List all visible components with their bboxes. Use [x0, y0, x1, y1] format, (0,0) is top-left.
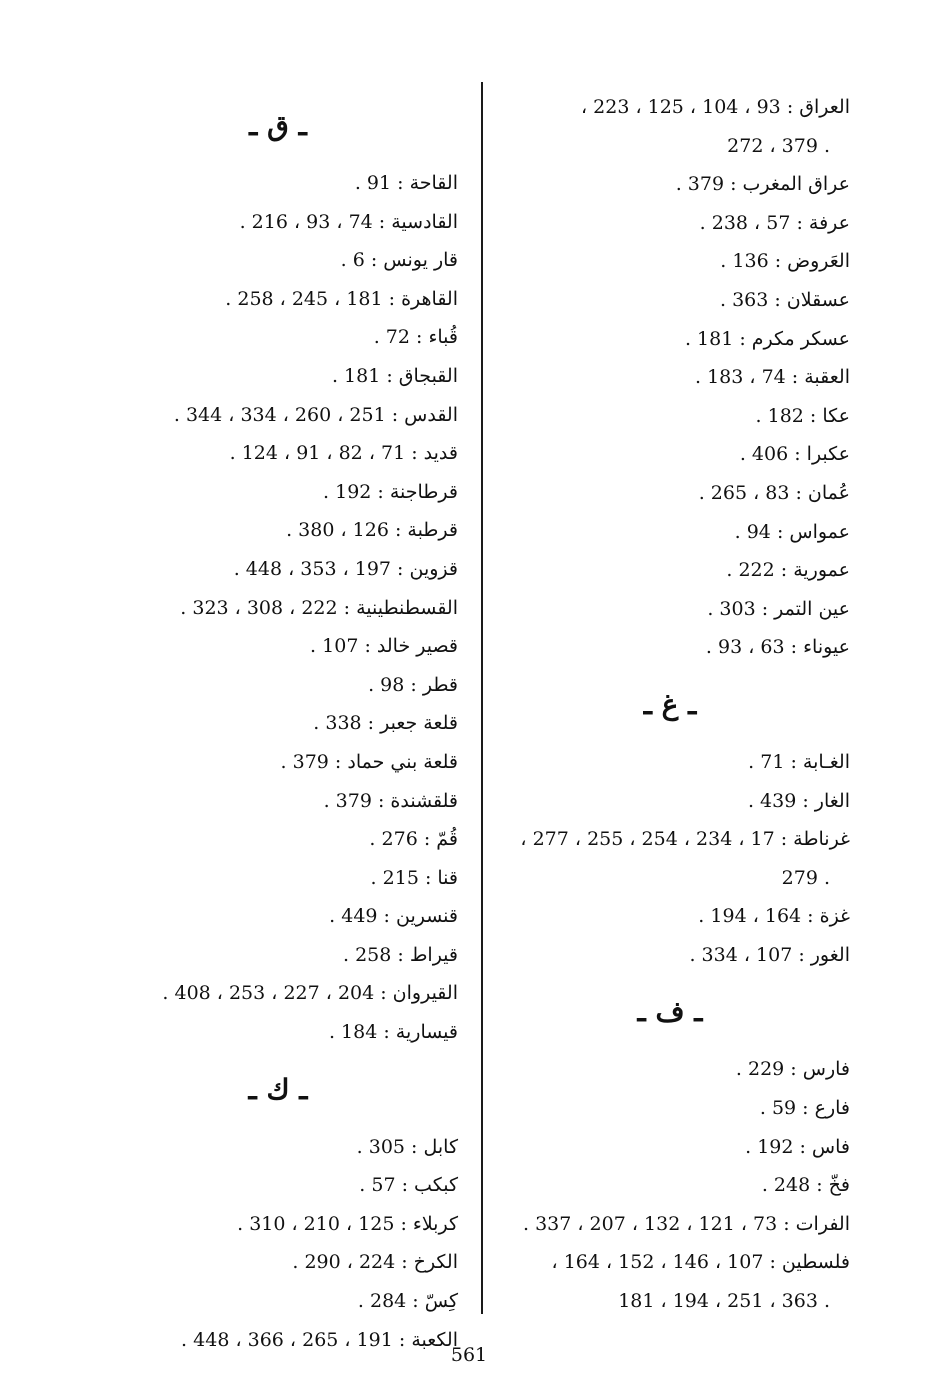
index-entry: القادسية : 74 ، 93 ، 216 .: [239, 210, 458, 233]
index-entry: الغـابة : 71 .: [748, 750, 850, 773]
index-entry: قُمّ : 276 .: [369, 828, 458, 851]
index-column-left: [98, 88, 458, 1359]
index-entry: العقبة : 74 ، 183 .: [694, 366, 850, 389]
column-divider: [481, 82, 483, 1314]
index-entry: قُباء : 72 .: [373, 326, 458, 349]
index-entry-continuation: 272 ، 379 .: [727, 134, 830, 157]
section-letter-heading: ـ غ ـ: [643, 687, 697, 721]
index-entry: قيسارية : 184 .: [328, 1021, 458, 1044]
page-number: 561: [450, 1344, 488, 1366]
index-entry: عمواس : 94 .: [734, 520, 850, 543]
section-letter-heading: ـ ف ـ: [637, 995, 703, 1029]
index-entry: الكعبة : 191 ، 265 ، 366 ، 448 .: [181, 1328, 458, 1351]
index-entry: كِسّ : 284 .: [357, 1290, 458, 1313]
index-entry: القاحة : 91 .: [354, 172, 458, 194]
index-entry: غزة : 164 ، 194 .: [698, 905, 850, 928]
index-entry: العراق : 93 ، 104 ، 125 ، 223 ،: [580, 96, 850, 118]
index-entry: عُمان : 83 ، 265 .: [698, 481, 850, 504]
index-entry: فاس : 192 .: [745, 1135, 850, 1158]
index-entry: قلقشندة : 379 .: [323, 789, 458, 812]
index-entry: قلعة جعبر : 338 .: [313, 712, 458, 735]
index-entry: الكرخ : 224 ، 290 .: [292, 1251, 458, 1274]
index-entry: القدس : 251 ، 260 ، 334 ، 344 .: [173, 403, 458, 426]
index-entry: عمورية : 222 .: [726, 559, 850, 582]
index-entry: القاهرة : 181 ، 245 ، 258 .: [225, 287, 458, 310]
index-entry-continuation: 279 .: [781, 866, 830, 889]
index-column-right: [490, 88, 850, 1321]
index-entry: قزوين : 197 ، 353 ، 448 .: [233, 557, 458, 580]
index-entry: قرطاجنة : 192 .: [323, 480, 458, 503]
index-entry: العَروض : 136 .: [720, 250, 850, 273]
section-letter-heading: ـ ك ـ: [248, 1072, 308, 1106]
index-entry: القيروان : 204 ، 227 ، 253 ، 408 .: [162, 982, 458, 1005]
index-entry: فلسطين : 107 ، 146 ، 152 ، 164 ،: [551, 1251, 850, 1274]
index-entry: غرناطة : 17 ، 234 ، 254 ، 255 ، 277 ،: [520, 828, 850, 851]
index-entry: عكا : 182 .: [755, 404, 850, 427]
index-entry: قطر : 98 .: [368, 673, 458, 696]
index-entry: عرفة : 57 ، 238 .: [699, 211, 850, 234]
index-entry: عيوناء : 63 ، 93 .: [705, 636, 850, 659]
index-entry: القسطنطينية : 222 ، 308 ، 323 .: [180, 596, 458, 619]
index-entry: قنسرين : 449 .: [329, 905, 458, 928]
index-entry: الغار : 439 .: [747, 789, 850, 812]
index-entry: عكبرا : 406 .: [739, 443, 850, 466]
index-entry: كابل : 305 .: [356, 1135, 458, 1158]
index-entry: قلعة بني حماد : 379 .: [280, 750, 458, 773]
index-entry: قار يونس : 6 .: [340, 249, 458, 272]
index-entry: قديد : 71 ، 82 ، 91 ، 124 .: [229, 442, 458, 465]
index-entry: فارس : 229 .: [735, 1058, 850, 1081]
index-entry: قصير خالد : 107 .: [310, 635, 458, 658]
section-letter-heading: ـ ق ـ: [249, 109, 307, 142]
index-entry: فخّ : 248 .: [761, 1174, 850, 1197]
index-entry: عين التمر : 303 .: [707, 597, 850, 620]
index-entry: قرطبة : 126 ، 380 .: [286, 519, 458, 542]
index-entry: قنا : 215 .: [370, 866, 458, 889]
index-entry-continuation: 181 ، 194 ، 251 ، 363 .: [618, 1290, 830, 1313]
index-entry: الفرات : 73 ، 121 ، 132 ، 207 ، 337 .: [522, 1212, 850, 1235]
index-entry: عراق المغرب : 379 .: [675, 173, 850, 196]
index-entry: فارع : 59 .: [759, 1097, 850, 1120]
index-entry: كربلاء : 125 ، 210 ، 310 .: [237, 1212, 458, 1235]
index-entry: الغور : 107 ، 334 .: [689, 943, 850, 966]
index-entry: عسقلان : 363 .: [719, 288, 850, 311]
index-entry: قيراط : 258 .: [343, 943, 458, 966]
index-entry: القبجاق : 181 .: [331, 364, 458, 387]
index-entry: كبكب : 57 .: [359, 1174, 458, 1197]
index-entry: عسكر مكرم : 181 .: [684, 327, 850, 350]
